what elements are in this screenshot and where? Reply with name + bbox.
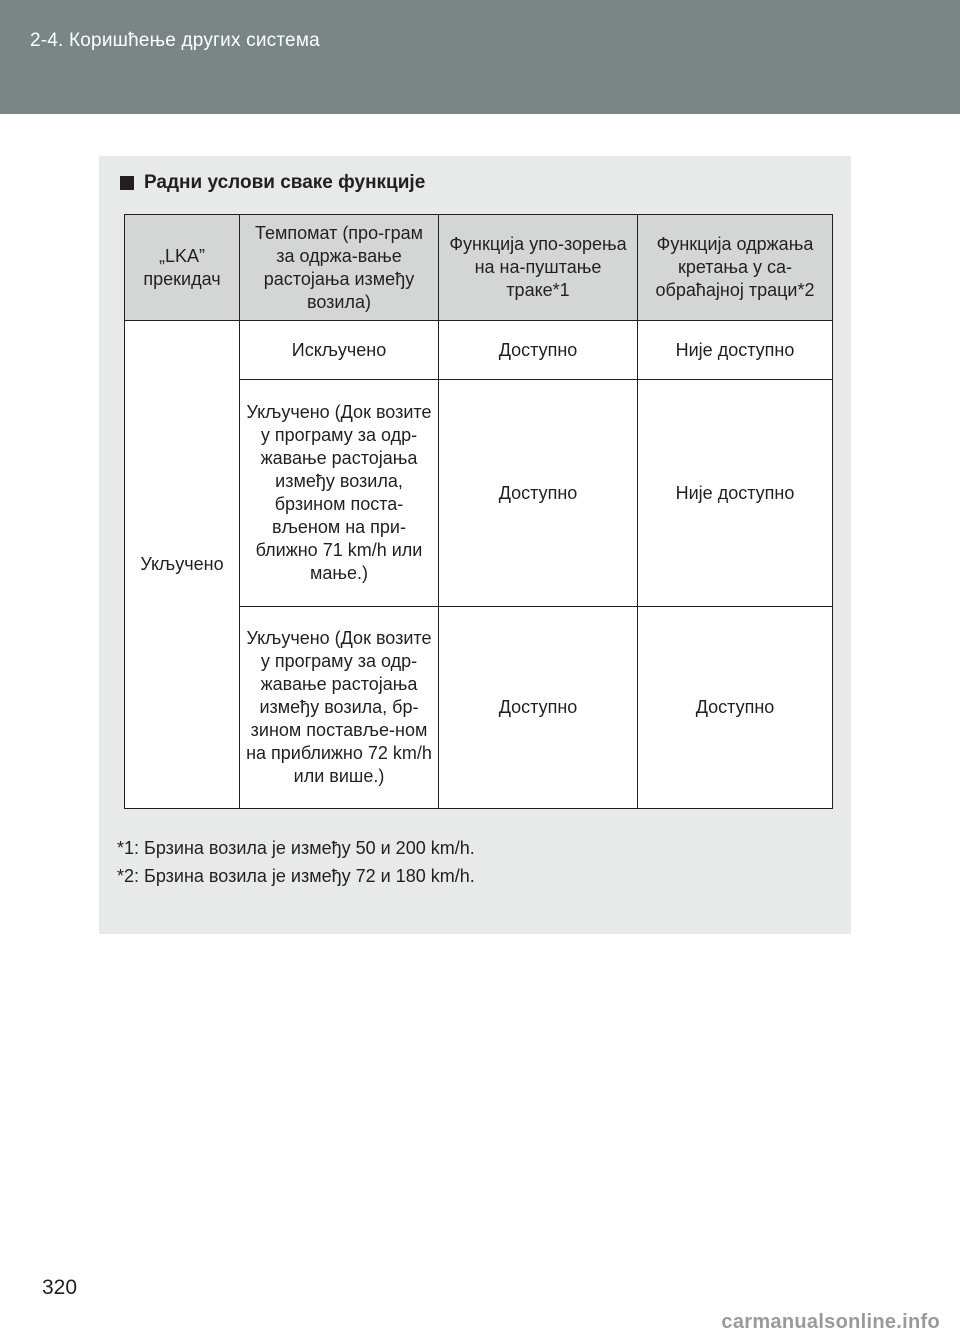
section-title: Радни услови сваке функције	[144, 172, 426, 193]
footnote-1: *1: Брзина возила је између 50 и 200 km/h.	[117, 838, 475, 858]
header-cruise-control: Темпомат (про-грам за одржа-вање растојања између возила)	[240, 215, 439, 321]
lane-departure-cell: Доступно	[439, 607, 638, 809]
page-header	[0, 0, 960, 114]
lane-keeping-cell: Доступно	[638, 607, 833, 809]
page-number: 320	[42, 1276, 78, 1299]
lane-keeping-cell: Није доступно	[638, 321, 833, 380]
square-bullet-icon	[120, 176, 134, 190]
footnote-2: *2: Брзина возила је између 72 и 180 km/h.	[117, 866, 475, 886]
cruise-cell: Укључено (Док возите у програму за одр-жавање растојања између возила, брзином поста-вљеном на при-ближно 71 km/h или мање.)	[240, 380, 439, 607]
lane-departure-cell: Доступно	[439, 321, 638, 380]
lane-departure-cell: Доступно	[439, 380, 638, 607]
cruise-cell: Искључено	[240, 321, 439, 380]
lane-keeping-cell: Није доступно	[638, 380, 833, 607]
footnotes	[117, 834, 475, 890]
header-lane-keeping: Функција одржања кретања у са-обраћајној траци*2	[638, 215, 833, 321]
table-row	[125, 321, 833, 380]
lka-state-cell: Укључено	[125, 321, 240, 809]
header-lka-switch: „LKA” прекидач	[125, 215, 240, 321]
chapter-title: 2-4. Коришћење других система	[30, 30, 320, 51]
header-lane-departure: Функција упо-зорења на на-пуштање траке*1	[439, 215, 638, 321]
section-heading	[120, 172, 425, 194]
conditions-table	[124, 214, 833, 809]
cruise-cell: Укључено (Док возите у програму за одр-жавање растојања између возила, бр-зином постављe-ном на приближно 72 km/h или више.)	[240, 607, 439, 809]
watermark: carmanualsonline.info	[721, 1311, 940, 1333]
table-header-row	[125, 215, 833, 321]
